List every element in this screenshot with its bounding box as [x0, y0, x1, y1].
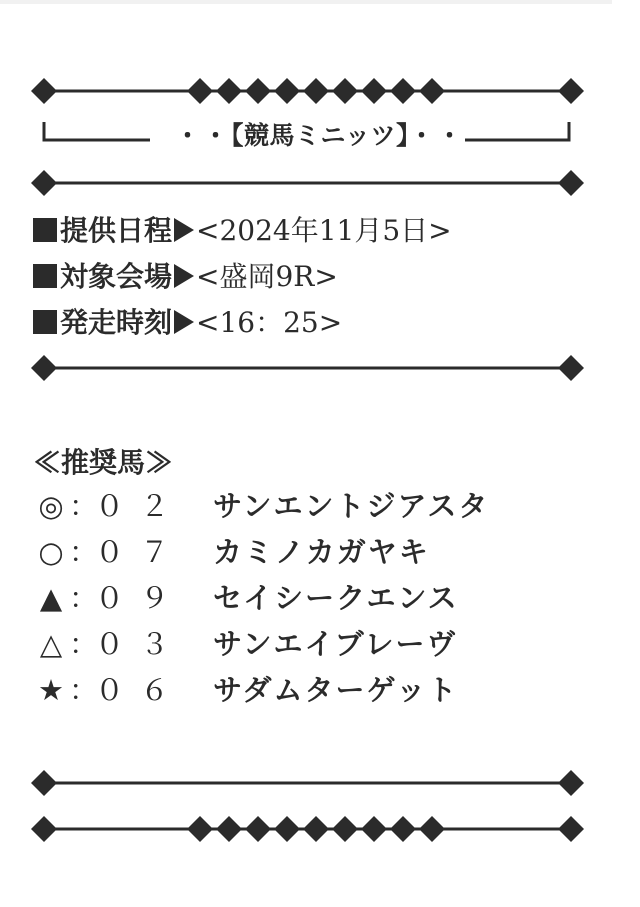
horse-name: セイシークエンス	[213, 581, 459, 615]
info-time-row	[33, 305, 342, 341]
pick-row	[33, 579, 459, 617]
page-title	[0, 116, 640, 152]
horse-name: サンエントジアスタ	[213, 489, 490, 523]
circle-icon: ○	[38, 535, 64, 569]
picks-header: ≪推奨馬≫	[33, 446, 174, 479]
pick-row	[33, 625, 458, 663]
venue-value: <盛岡9R>	[196, 260, 338, 293]
horse-name: サダムターゲット	[213, 673, 459, 707]
pick-colon: ：	[69, 627, 99, 661]
filled-triangle-icon: ▲	[39, 581, 63, 615]
pick-colon: ：	[69, 581, 99, 615]
pick-row	[33, 533, 430, 571]
diamond-divider-bottom	[30, 812, 585, 846]
square-bullet-icon	[33, 264, 57, 288]
title-text: 【競馬ミニッツ】	[230, 121, 409, 150]
horse-name: カミノカガヤキ	[213, 535, 430, 569]
triangle-right-icon	[174, 310, 194, 334]
horse-number: ０２	[95, 489, 186, 523]
square-bullet-icon	[33, 310, 57, 334]
pick-row	[33, 671, 458, 709]
horse-number: ０９	[95, 581, 186, 615]
diamond-divider-2	[30, 166, 585, 200]
time-value: <16：25>	[196, 306, 343, 339]
diamond-divider-top	[30, 74, 585, 108]
pick-row	[33, 487, 489, 525]
horse-number: ０６	[95, 673, 186, 707]
date-label: 提供日程	[60, 214, 173, 247]
star-icon: ★	[38, 673, 64, 707]
square-bullet-icon	[33, 218, 57, 242]
title-dots-left: ・・	[174, 121, 231, 150]
triangle-right-icon	[174, 218, 194, 242]
diamond-divider-4	[30, 766, 585, 800]
time-label: 発走時刻	[60, 306, 173, 339]
horse-name: サンエイブレーヴ	[213, 627, 458, 661]
info-date-row	[33, 213, 452, 249]
horse-number: ０７	[95, 535, 186, 569]
venue-label: 対象会場	[60, 260, 173, 293]
pick-colon: ：	[69, 673, 99, 707]
pick-colon: ：	[69, 489, 99, 523]
triangle-right-icon	[174, 264, 194, 288]
title-dots-right: ・・	[409, 121, 466, 150]
top-strip	[0, 0, 612, 4]
pick-colon: ：	[69, 535, 99, 569]
date-value: <2024年11月5日>	[196, 214, 452, 247]
double-circle-icon: ◎	[38, 489, 64, 523]
horse-number: ０３	[95, 627, 186, 661]
diamond-divider-3	[30, 351, 585, 385]
outline-triangle-icon: △	[39, 627, 63, 661]
info-venue-row	[33, 259, 338, 295]
